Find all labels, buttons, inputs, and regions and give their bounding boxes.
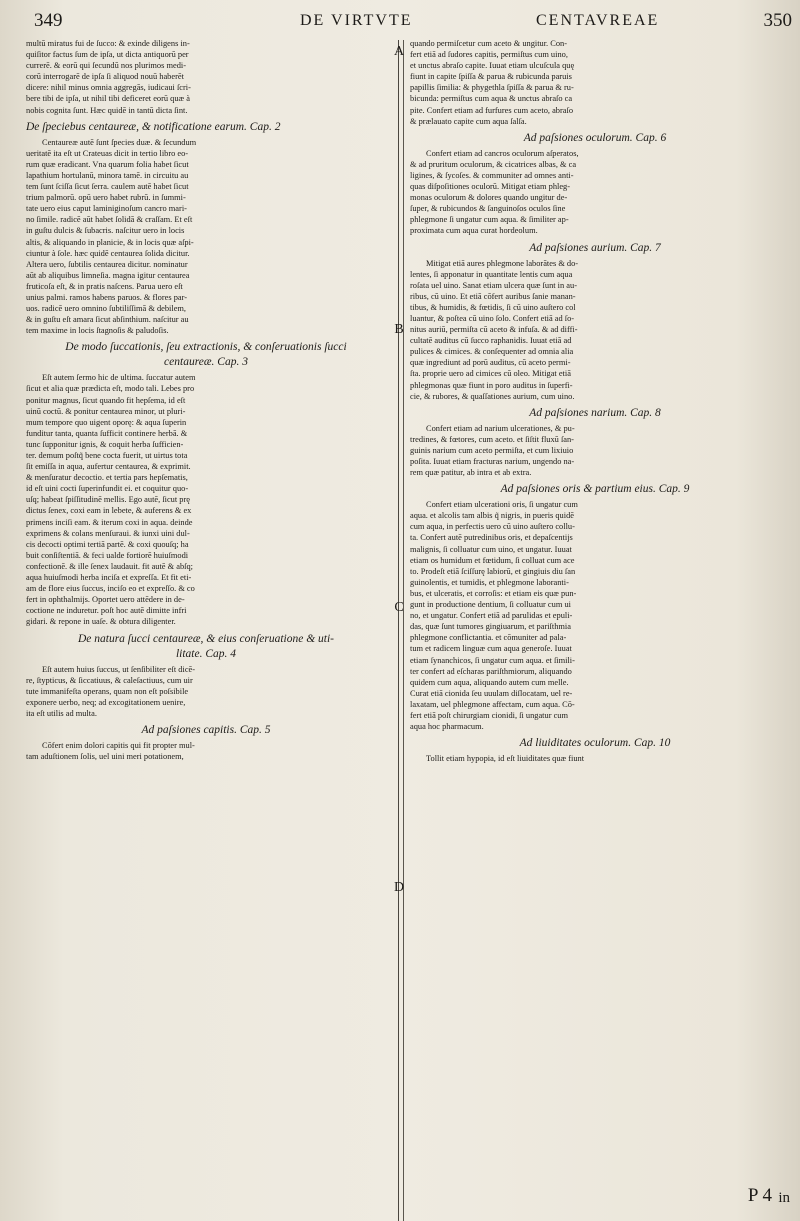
text-line: Cōfert enim dolori capitis qui fit propter mul- [42, 740, 195, 750]
text-line: ponitur magnus, ſicut quando fit hepſema, id eſt [26, 395, 186, 405]
text-line: das, quæ ſunt tumores gingiuarum, et pariſthmia [410, 622, 571, 632]
margin-letter-d: D [393, 880, 405, 895]
text-line: Mitigat etiā aures phlegmone laborātes & do- [426, 258, 579, 268]
margin-letter-a: A [393, 44, 405, 59]
text-line: ciuntur à ſole. hæc quidē centaurea ſolida dicitur. [26, 248, 190, 258]
text-line: to. Prodeſt etiā ſciſſurę labiorū, et gingiuis diu ſan [410, 566, 576, 576]
text-line: ribus, cū uino. Et etiā cōfert auribus ſanie manan- [410, 291, 576, 301]
chapter-heading-8: Ad paſsiones narium. Cap. 8 [529, 406, 661, 419]
text-line: phlegmonas quæ fiunt in poro auditus in ſuperfi- [410, 380, 573, 390]
text-line: trium palmorū. opū uero habet rubrū. in ſummi- [26, 193, 186, 203]
text-line: currerē. & eorū qui ſecundū nos plurimos medi- [26, 61, 187, 71]
text-line: mum tempore quo uigent oporę: & aqua ſuperin [26, 417, 187, 427]
text-line: Altera uero, ſubtilis centaurea dicitur. nominatur [26, 259, 188, 269]
text-line: guinolentis, et tumidis, et phlegmone laboranti- [410, 577, 569, 587]
text-line: Tollit etiam hypopia, id eſt liuiditates quæ fiunt [426, 754, 585, 764]
text-line: quando permiſcetur cum aceto & ungitur. Con- [410, 39, 567, 48]
column-rule-right [403, 40, 404, 1221]
text-line: altis, & aliquando in planicie, & in locis quæ aſpi- [26, 237, 194, 247]
text-line: nobis cognita ſunt. Hæc quidē in tantū dicta ſint. [26, 105, 188, 115]
text-line: proximata cum aqua curat hordeolum. [410, 226, 538, 236]
text-line: ta. Confert autē putredinibus oris, et depaſcentijs [410, 533, 573, 543]
text-line: quas diſpoſitiones oculorū. Mitigat etiam phleg- [410, 182, 571, 192]
text-line: rem quæ patitur, ab intra et ab extra. [410, 468, 532, 478]
text-line: multū miratus fui de ſucco: & exinde diligens in- [26, 39, 190, 48]
text-line: quiſitor factus ſum de ipſa, ut dicta antiquorū per [26, 50, 189, 60]
text-line: etiam os humidum et fœtidum, ſi colluat cum ace [410, 555, 575, 565]
text-line: gidari. & repone in uaſe. & obtura diligenter. [26, 617, 176, 627]
chapter-heading-6: Ad paſsiones oculorum. Cap. 6 [523, 131, 667, 144]
text-line: ueritatē ita eſt ut Crateuas dicit in tertio libro eo- [26, 148, 189, 158]
text-line: ter. demum poſtq̃ bene cocta fuerit, ut uirtus tota [26, 451, 188, 460]
text-line: re, ſtypticus, & ſiccatiuus, & caleſactiuus, cum uir [26, 675, 193, 685]
text-line: dictus ſenex, coxi eam in lebete, & auferens & ex [26, 506, 192, 516]
text-line: no, et ungatur. Confert etiā ad parulidas et epuli- [410, 611, 573, 621]
text-line: & prælauato capite cum aqua ſalſa. [410, 116, 527, 126]
text-line: aqua huiuſmodi herba inciſa et expreſſa. Et fit eti- [26, 573, 192, 583]
text-line: cie, & rubores, & quaſſationes aurium, cum uino. [410, 391, 575, 401]
text-line: pulices & cimices. & conſequenter ad omnia alia [410, 347, 574, 357]
text-line: Confert etiam ad cancros oculorum aſperatos, [426, 148, 579, 158]
text-line: ſuper, & rubicundos & ſanguinoſos oculos ſine [410, 204, 566, 214]
text-line: Confert etiam ad narium ulcerationes, & pu- [426, 423, 575, 433]
text-line: pite. Confert etiam ad furfures cum aceto, abraſo [410, 105, 574, 115]
heading-line: litate. Cap. 4 [175, 647, 237, 660]
text-line: dicere: nihil minus omnia aggregās, iudicaui ſcri- [26, 83, 191, 93]
heading-line: De natura ſucci centaureæ, & eius conſeruatione & uti- [77, 632, 335, 645]
text-line: cis decocti optimi tertiā partē. & coxi quouſq; ha [26, 539, 189, 549]
text-line: fert in ophthalmijs. Oportet uero attēdere in de- [26, 595, 185, 605]
left-column [26, 38, 386, 1221]
chapter-10-text [410, 753, 780, 764]
running-title-left: DE VIRTVTE [300, 12, 413, 29]
text-line: nitus auriū, permiſta cū aceto & infuſa. & ad diffi- [410, 325, 578, 335]
text-line: ſit emiſſa in aqua, aufertur centaurea, & exprimit. [26, 462, 191, 472]
text-line: aqua hoc pharmacum. [410, 722, 484, 732]
running-title-right: CENTAVREAE [536, 12, 660, 29]
text-line: & in guſtu eſt amara ſicut abſinthium. naſcitur au [26, 315, 189, 325]
text-line: rum quæ eradicant. Vna quarum folia habet ſicut [26, 159, 189, 169]
text-line: & menſuratur decoctio. et tertia pars hepſematis, [26, 473, 188, 483]
chapter-6-text [410, 148, 780, 237]
text-line: no ſimile. radicē aūt habet ſolidā & craſſam. Et eſt [26, 215, 193, 225]
text-line: cultatē auditus cū ſucco raphanidis. Iuuat etiā ad [410, 336, 572, 346]
text-line: coctione ne induretur. poſt hoc autē dimitte infri [26, 606, 187, 616]
chapter-heading-2: De ſpeciebus centaureæ, & notificatione earum. Cap. 2 [26, 120, 281, 133]
text-line: phlegmone conflictantia. et cōmuniter ad pala- [410, 633, 567, 643]
text-line: tum et radicem linguæ cum aqua generoſe. Iuuat [410, 644, 572, 654]
page-number-right: 350 [763, 10, 792, 31]
text-line: uos. radicē uero omnino ſubtiliſſimā & debilem, [26, 304, 187, 314]
intro-text [26, 38, 386, 116]
text-line: Centaureæ autē ſunt ſpecies duæ. & ſecundum [42, 137, 197, 147]
text-line: confectionē. & ille ſenex laudauit. fit autē & abſq; [26, 561, 193, 571]
chapter-5-continued [410, 38, 780, 127]
page-number-left: 349 [34, 10, 63, 31]
text-line: in guſtu dulcis & ſubacris. naſcitur uero in locis [26, 226, 185, 236]
chapter-heading-5: Ad paſsiones capitis. Cap. 5 [141, 723, 271, 736]
text-line: ita eſt utilis ad multa. [26, 708, 97, 718]
text-line: phlegmone ſi ungatur cum aqua. & ſimiliter ap- [410, 215, 569, 225]
text-line: papillis ſimilia: & phygethla ſpiſſa & parua & ru- [410, 83, 574, 93]
heading-line: centaureæ. Cap. 3 [164, 356, 248, 369]
text-line: ſta. proprie uero ad cimices cū oleo. Mitigat etiā [410, 369, 571, 379]
text-line: tam aduſtionem ſolis, uel uini meri potationem, [26, 752, 184, 762]
text-line: et unctus abraſo capite. Iuuat etiam ulcuſcula quę [410, 61, 575, 71]
text-line: corū interrogarē de ipſa ſi aliquod nouū haberēt [26, 72, 184, 82]
text-line: luantur, & poſtea cū uino ſolo. Confert etiā ad ſo- [410, 313, 575, 323]
text-line: aūt ab aliquibus limneſia. magna igitur centaurea [26, 270, 190, 280]
text-line: Eſt autem ſermo hic de ultima. ſuccatur autem [42, 373, 196, 383]
text-line: fert etiā poſt chirurgiam cionidi, ſi ungatur cum [410, 710, 568, 720]
text-line: fert etiā ad ſudores capitis, permiſtus cum uino, [410, 50, 568, 60]
text-line: & ad pruritum oculorum, & cicatrices albas, & ca [410, 159, 577, 169]
text-line: ligines, & ſycoſes. & communiter ad omnes anti- [410, 170, 574, 180]
column-rule-left [398, 40, 399, 1221]
text-line: Curat etiā cionida ſeu uuulam diſlocatam, uel re- [410, 688, 573, 698]
text-line: tate uero eius caput laminiginoſum cancro mari- [26, 204, 187, 214]
text-line: lentes, ſi apponatur in quantitate lentis cum aqua [410, 269, 573, 279]
text-line: tunc ſupponitur ignis, & coquit herba ſufficien- [26, 439, 184, 449]
text-line: uſq; habeat ſpiſſitudinē mellis. Ego autē, ſicut prę [26, 495, 190, 505]
text-line: quæ ingrediunt ad porū auditus, cū aceto permi- [410, 358, 571, 368]
text-line: Eſt autem huius ſuccus, ut ſenſibiliter eſt dicē- [42, 664, 196, 674]
chapter-heading-4 [26, 632, 386, 662]
heading-line: De modo ſuccationis, ſeu extractionis, & conſeruationis ſucci [65, 341, 347, 354]
chapter-2-text [26, 137, 386, 337]
text-line: uinū coctū. & ponitur centaurea minor, ut pluri- [26, 406, 186, 416]
right-column [410, 38, 780, 1221]
text-line: primens inciſi eam. & iterum coxi in aqua. deinde [26, 517, 193, 527]
text-line: monas oculorum & dolores quando ungitur de- [410, 193, 568, 203]
page-header [0, 6, 800, 36]
chapter-heading-9: Ad paſsiones oris & partium eius. Cap. 9 [500, 483, 690, 496]
text-line: funditur tanta, quanta ſufficit continere herbā. & [26, 428, 188, 438]
chapter-3-text [26, 372, 386, 627]
chapter-heading-3 [26, 340, 386, 370]
margin-letter-b: B [394, 322, 404, 337]
text-line: bicunda: permiſtus cum aqua & unctus abraſo ca [410, 94, 573, 104]
text-line: etiam ſynanchicos, ſi ungatur cum aqua. et ſimili- [410, 655, 575, 665]
text-line: tem ſunt ſciſſa ſicut ſerra. caulem autē habet ſicut [26, 182, 189, 192]
chapter-8-text [410, 423, 780, 478]
text-line: am de flore eius ſuccus, inciſo eo et expreſſo. & co [26, 584, 195, 594]
text-line: malignis, ſi colluatur cum uino, et ungatur. Iuuat [410, 544, 572, 554]
margin-letter-c: C [394, 600, 404, 615]
text-line: laxatam, uel phlegmone affectam, cum aqua. Cō- [410, 699, 575, 709]
text-line: quidem cum aqua, aliquando autem cum melle. [410, 677, 569, 687]
text-line: unius palmi. ramos habens paruos. & flores par- [26, 292, 188, 302]
text-line: tibus, & humidis, & fœtidis, ſi cū uino auſtero col [410, 302, 576, 312]
text-line: bere tibi de ipſa, ut nihil tibi deficeret eorū quæ à [26, 94, 190, 104]
text-line: id eſt uini cocti ſuperinfundit ei. et coquitur quo- [26, 484, 189, 494]
chapter-9-text [410, 499, 780, 732]
text-line: tredines, & fœtores, cum aceto. et ſiſtit fluxū ſan- [410, 434, 574, 444]
text-line: tute immanifeſta operans, quam non eſt poſsibile [26, 686, 189, 696]
text-line: bus, et ulceratis, et corroſis: et etiam eis quæ pun- [410, 588, 577, 598]
text-line: guinis narium cum aceto permiſta, et cum lixiuio [410, 445, 574, 455]
text-line: ter confert ad eſcharas pariſthmiorum, aliquando [410, 666, 572, 676]
chapter-heading-7: Ad paſsiones aurium. Cap. 7 [529, 241, 661, 254]
text-line: buit conſiſtentiā. & feci ualde fortiorē huiuſmodi [26, 550, 189, 560]
text-line: Confert etiam ulcerationi oris, ſi ungatur cum [426, 500, 578, 510]
catchword: in [778, 1190, 790, 1206]
text-line: aqua. et alcolis tam albis q̃ nigris, in pueris quidē [410, 511, 574, 521]
text-line: exponere uerbo, neq; ad excogitationem uenire, [26, 697, 186, 707]
text-line: fiunt in capite ſpiſſa & parua & rubicunda paruis [410, 72, 572, 82]
text-line: poſita. Iuuat etiam fracturas narium, ungendo na- [410, 457, 575, 466]
signature-mark: P 4 [747, 1185, 772, 1206]
chapter-5-text [26, 740, 386, 762]
text-line: cum aqua, in perfectis uero cū uino auſtero collu- [410, 522, 575, 532]
text-line: tem maxime in locis ſtagnoſis & paludoſis. [26, 326, 169, 336]
text-line: gunt in productione dentium, ſi colluatur cum ui [410, 600, 571, 610]
text-line: lapathium hortulanū, minora tamē. in circuitu au [26, 170, 189, 180]
chapter-heading-10: Ad liuiditates oculorum. Cap. 10 [519, 737, 671, 750]
chapter-7-text [410, 258, 780, 402]
text-line: fruticoſa eſt, & in pratis naſcens. Parua uero eſt [26, 281, 183, 291]
text-line: roſata uel uino. Sanat etiam ulcera quæ ſunt in au- [410, 280, 577, 290]
text-line: ſicut et alia quæ prædicta eſt, modo tali. Lebes pro [26, 384, 195, 394]
chapter-4-text [26, 664, 386, 719]
text-line: exprimens & colans menſuraui. & iunxi uini dul- [26, 528, 190, 538]
